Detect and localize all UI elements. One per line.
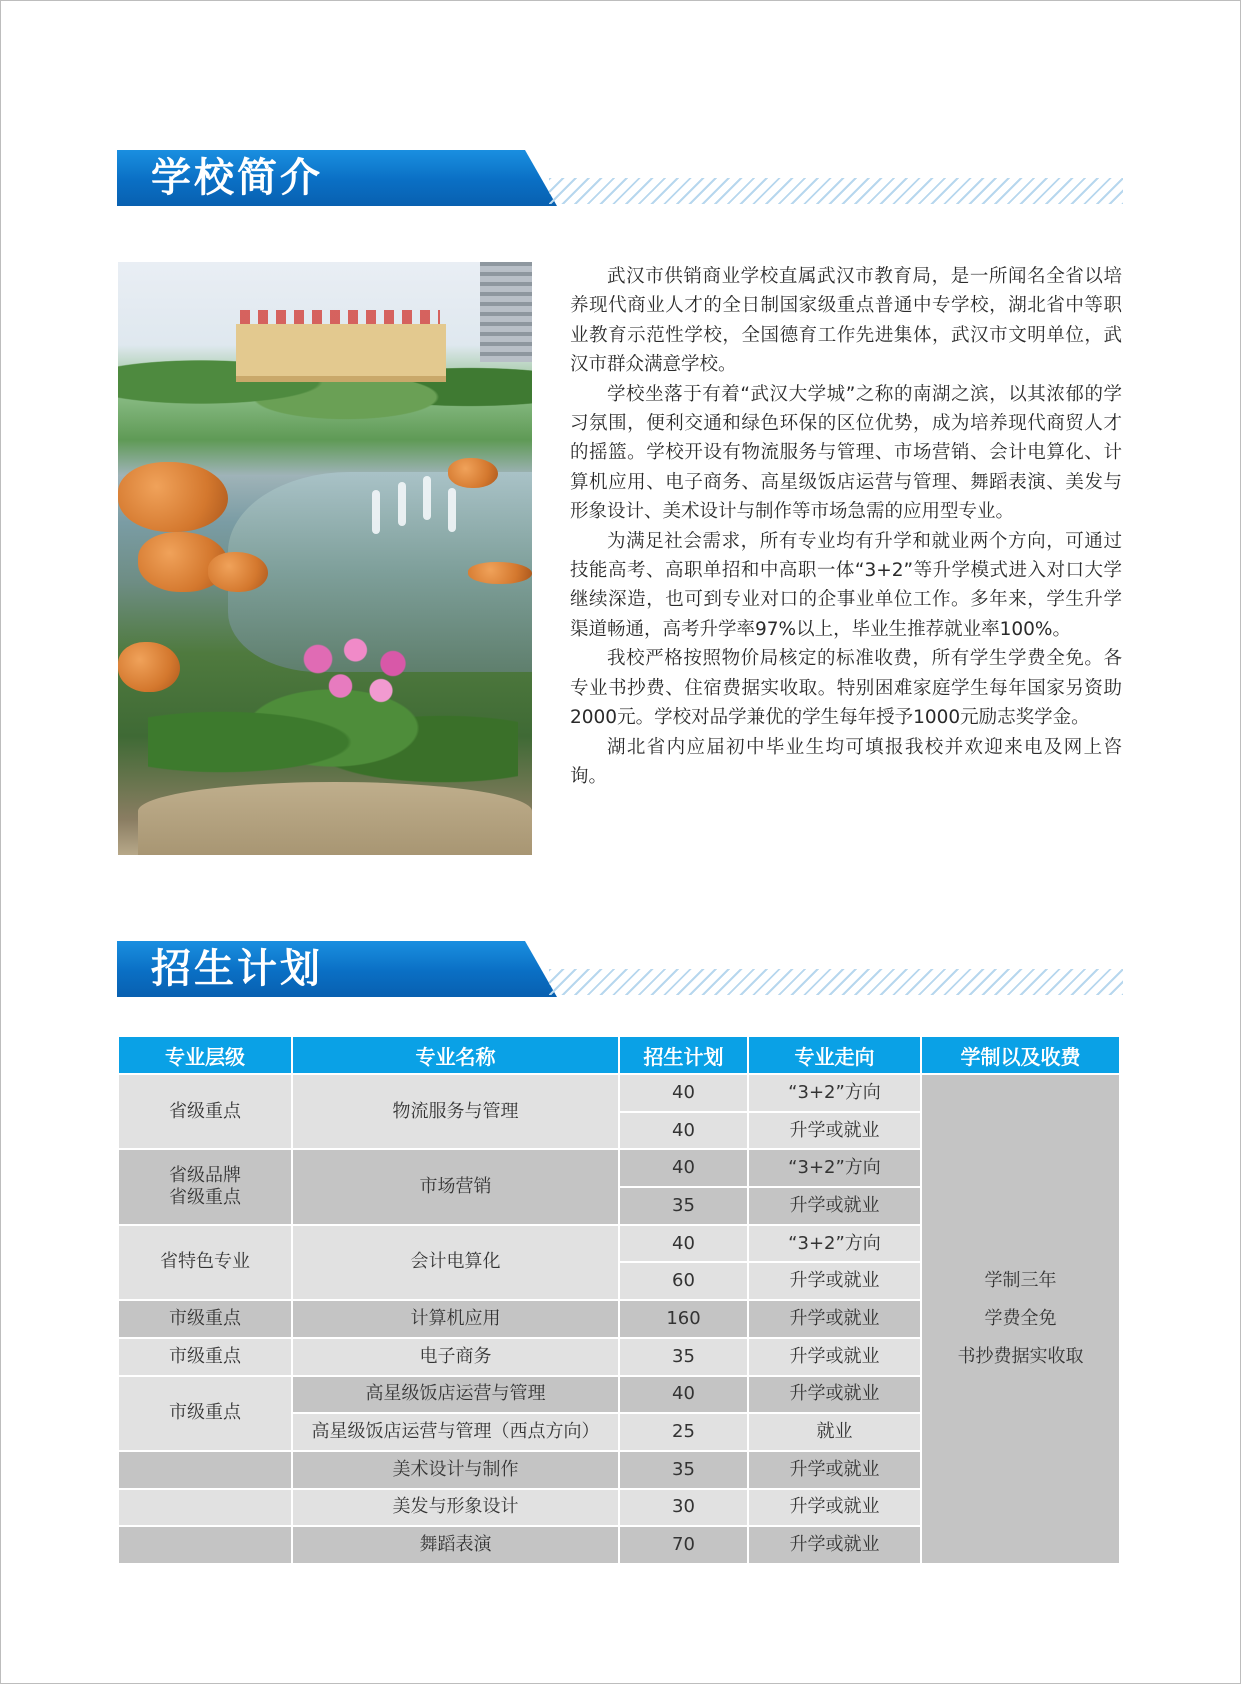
cell-fee bbox=[922, 1075, 1119, 1563]
cell-level bbox=[119, 1150, 291, 1223]
photo-fountain bbox=[372, 490, 380, 534]
photo-rock bbox=[468, 562, 532, 584]
cell-plan: 40 bbox=[620, 1226, 747, 1262]
cell-direction: 升学或就业 bbox=[749, 1263, 920, 1299]
header-hatch-decoration bbox=[549, 178, 1123, 204]
cell-plan: 40 bbox=[620, 1150, 747, 1186]
cell-level bbox=[119, 1527, 291, 1563]
cell-name: 物流服务与管理 bbox=[293, 1075, 618, 1148]
photo-rock bbox=[118, 462, 228, 532]
cell-plan: 40 bbox=[620, 1377, 747, 1413]
cell-level: 省特色专业 bbox=[119, 1226, 291, 1299]
cell-name: 高星级饭店运营与管理 bbox=[293, 1377, 618, 1413]
cell-direction: 升学或就业 bbox=[749, 1490, 920, 1526]
cell-direction: 升学或就业 bbox=[749, 1188, 920, 1224]
section-header-intro bbox=[117, 150, 1123, 206]
photo-rock bbox=[208, 552, 268, 592]
header-name: 专业名称 bbox=[293, 1037, 618, 1073]
intro-text bbox=[570, 262, 1122, 791]
cell-name: 市场营销 bbox=[293, 1150, 618, 1223]
header-hatch-decoration bbox=[549, 969, 1123, 995]
cell-level: 市级重点 bbox=[119, 1339, 291, 1375]
photo-rock bbox=[448, 458, 498, 488]
photo-planter bbox=[138, 782, 532, 855]
cell-direction: 升学或就业 bbox=[749, 1452, 920, 1488]
cell-name: 舞蹈表演 bbox=[293, 1527, 618, 1563]
cell-direction: “3+2”方向 bbox=[749, 1150, 920, 1186]
photo-flowers bbox=[288, 632, 438, 722]
table-row bbox=[119, 1075, 1119, 1111]
intro-paragraph: 武汉市供销商业学校直属武汉市教育局，是一所闻名全省以培养现代商业人才的全日制国家级重点普通中专学校，湖北省中等职业教育示范性学校，全国德育工作先进集体，武汉市文明单位，武汉市群众满意学校。 bbox=[570, 266, 1122, 376]
cell-plan: 35 bbox=[620, 1188, 747, 1224]
cell-direction: 升学或就业 bbox=[749, 1301, 920, 1337]
cell-name: 美术设计与制作 bbox=[293, 1452, 618, 1488]
cell-plan: 160 bbox=[620, 1301, 747, 1337]
cell-level: 市级重点 bbox=[119, 1377, 291, 1450]
section-title-intro: 学校简介 bbox=[151, 155, 323, 201]
photo-fountain bbox=[448, 488, 456, 532]
section-title-plan: 招生计划 bbox=[151, 946, 323, 992]
cell-plan: 30 bbox=[620, 1490, 747, 1526]
photo-building-sign bbox=[240, 310, 440, 324]
cell-level: 省级重点 bbox=[119, 1075, 291, 1148]
cell-plan: 35 bbox=[620, 1339, 747, 1375]
cell-direction: “3+2”方向 bbox=[749, 1075, 920, 1111]
intro-paragraph: 我校严格按照物价局核定的标准收费，所有学生学费全免。各专业书抄费、住宿费据实收取。特别困难家庭学生每年国家另资助2000元。学校对品学兼优的学生每年授予1000元励志奖学金。 bbox=[570, 648, 1122, 729]
cell-name: 电子商务 bbox=[293, 1339, 618, 1375]
intro-paragraph: 学校坐落于有着“武汉大学城”之称的南湖之滨，以其浓郁的学习氛围，便利交通和绿色环保的区位优势，成为培养现代商贸人才的摇篮。学校开设有物流服务与管理、市场营销、会计电算化、计算机应用、电子商务、高星级饭店运营与管理、舞蹈表演、美发与形象设计、美术设计与制作等市场急需的应用型专业。 bbox=[570, 383, 1122, 523]
level-line: 省级重点 bbox=[169, 1187, 241, 1209]
cell-direction: 升学或就业 bbox=[749, 1377, 920, 1413]
level-line: 省级品牌 bbox=[169, 1165, 241, 1187]
intro-paragraph: 湖北省内应届初中毕业生均可填报我校并欢迎来电及网上咨询。 bbox=[570, 736, 1122, 787]
cell-direction: 就业 bbox=[749, 1414, 920, 1450]
photo-building bbox=[236, 324, 446, 382]
cell-direction: 升学或就业 bbox=[749, 1339, 920, 1375]
cell-plan: 25 bbox=[620, 1414, 747, 1450]
photo-fountain bbox=[423, 476, 431, 520]
fee-line: 书抄费据实收取 bbox=[957, 1345, 1084, 1367]
cell-plan: 60 bbox=[620, 1263, 747, 1299]
header-fee: 学制以及收费 bbox=[922, 1037, 1119, 1073]
cell-level bbox=[119, 1490, 291, 1526]
cell-plan: 40 bbox=[620, 1075, 747, 1111]
cell-plan: 40 bbox=[620, 1113, 747, 1149]
cell-plan: 70 bbox=[620, 1527, 747, 1563]
cell-name: 计算机应用 bbox=[293, 1301, 618, 1337]
header-direction: 专业走向 bbox=[749, 1037, 920, 1073]
cell-direction: “3+2”方向 bbox=[749, 1226, 920, 1262]
cell-name: 美发与形象设计 bbox=[293, 1490, 618, 1526]
cell-name: 高星级饭店运营与管理（西点方向） bbox=[293, 1414, 618, 1450]
enrollment-table bbox=[117, 1035, 1121, 1565]
fee-line: 学费全免 bbox=[984, 1307, 1057, 1329]
photo-tower bbox=[480, 262, 532, 362]
campus-photo bbox=[118, 262, 532, 855]
header-plan: 招生计划 bbox=[620, 1037, 747, 1073]
fee-line: 学制三年 bbox=[984, 1269, 1057, 1291]
table-header-row bbox=[119, 1037, 1119, 1073]
cell-direction: 升学或就业 bbox=[749, 1527, 920, 1563]
photo-fountain bbox=[398, 482, 406, 526]
cell-plan: 35 bbox=[620, 1452, 747, 1488]
cell-direction: 升学或就业 bbox=[749, 1113, 920, 1149]
intro-paragraph: 为满足社会需求，所有专业均有升学和就业两个方向，可通过技能高考、高职单招和中高职一体“3+2”等升学模式进入对口大学继续深造，也可到专业对口的企事业单位工作。多年来，学生升学渠道畅通，高考升学率97%以上，毕业生推荐就业率100%。 bbox=[570, 530, 1122, 640]
cell-level: 市级重点 bbox=[119, 1301, 291, 1337]
section-header-plan bbox=[117, 941, 1123, 997]
cell-name: 会计电算化 bbox=[293, 1226, 618, 1299]
cell-level bbox=[119, 1452, 291, 1488]
header-level: 专业层级 bbox=[119, 1037, 291, 1073]
